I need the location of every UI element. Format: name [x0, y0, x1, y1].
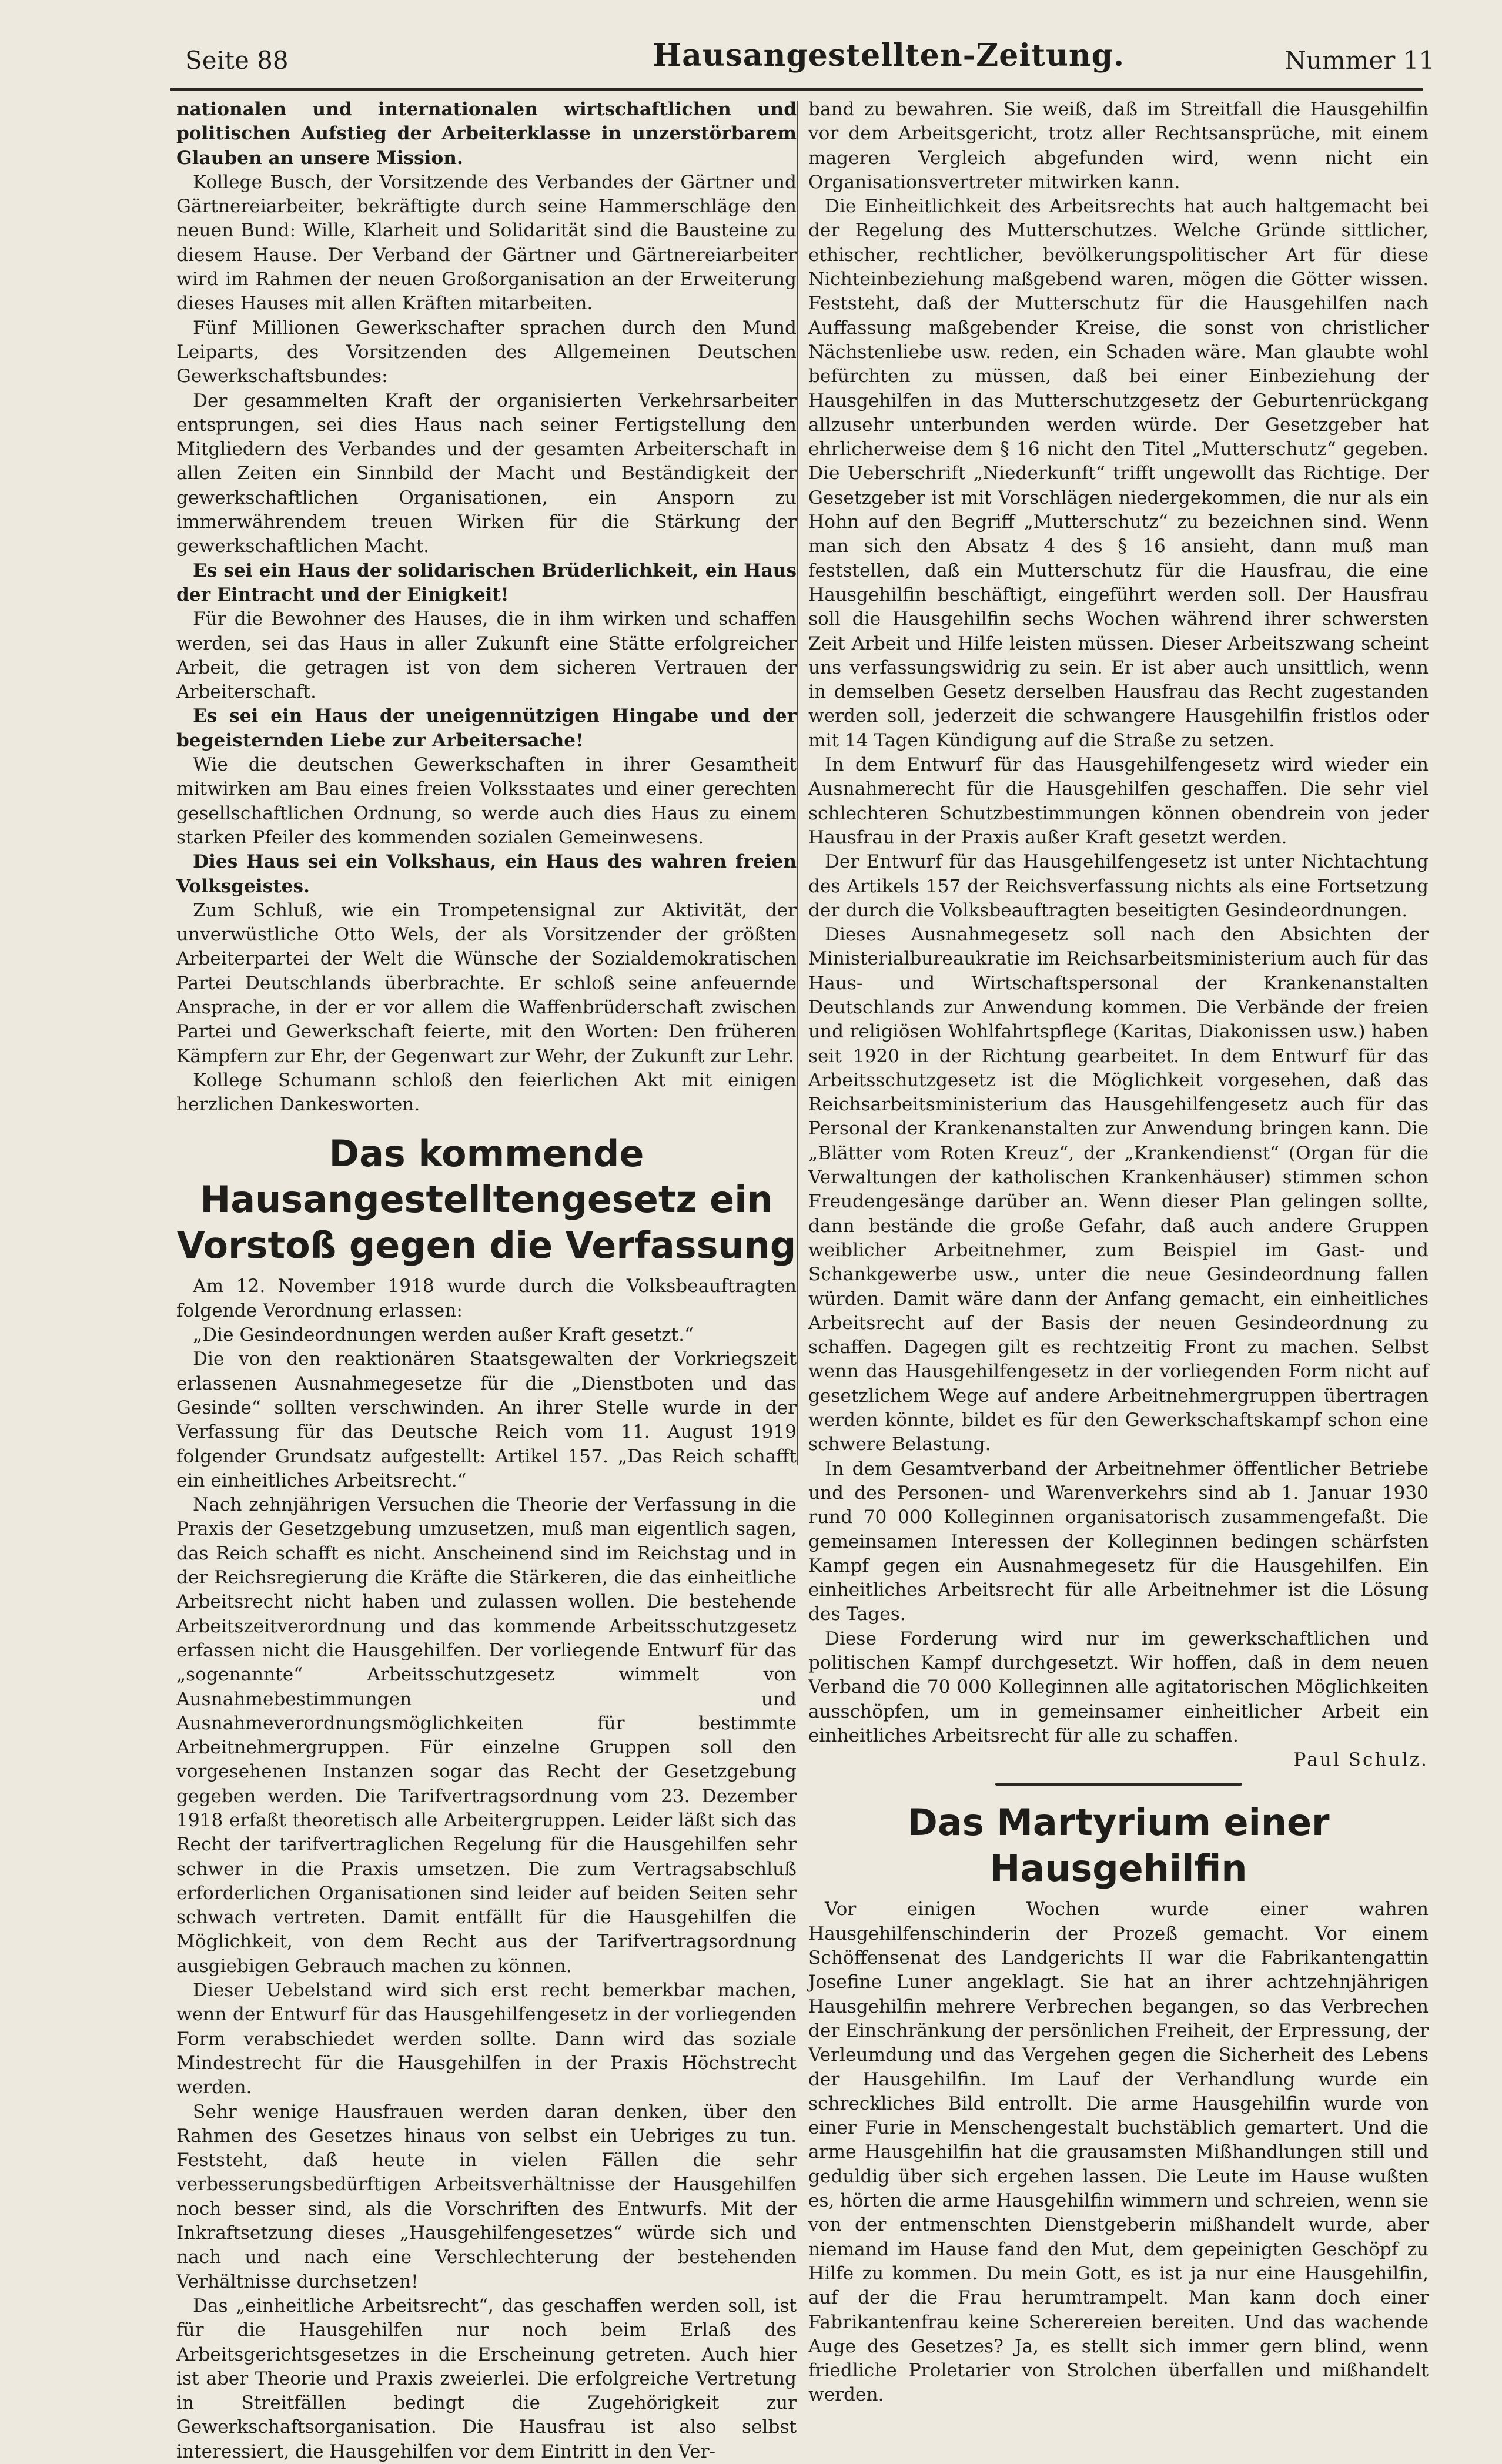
paragraph: Sehr wenige Hausfrauen werden daran denken, über den Rahmen des Gesetzes hinaus von selbst ein Uebriges zu tun. Feststeht, daß heute in vielen Fällen die sehr verbesserungsbedürftigen Arbeitsverhältnisse der Hausgehilfen noch besser sind, als die Vorschriften des Entwurfs. Mit der Inkraftsetzung dieses „Hausgehilfengesetzes“ würde sich und nach und nach eine Verschlechterung der bestehenden Verhältnisse durchsetzen! — [176, 2101, 797, 2292]
paragraph: Nach zehnjährigen Versuchen die Theorie der Verfassung in die Praxis der Gesetzgebung umzusetzen, muß man eigentlich sagen, das Reich schafft es nicht. Anscheinend sind im Reichstag und in der Reichsregierung die Kräfte die Stärkeren, die das einheitliche Arbeitsrecht nicht haben und zulassen wollen. Die bestehende Arbeitszeitverordnung und das kommende Arbeitsschutzgesetz erfassen nicht die Hausgehilfen. Der vorliegende Entwurf für das „sogenannte“ Arbeitsschutzgesetz wimmelt von Ausnahmebestimmungen und Ausnahmeverordnungsmöglichkeiten für bestimmte Arbeitnehmergruppen. Für einzelne Gruppen soll den vorgesehenen Instanzen sogar das Recht der Gesetzgebung gegeben werden. Die Tarifvertragsordnung vom 23. Dezember 1918 erfaßt theoretisch alle Arbeitergruppen. Leider läßt sich das Recht der tarifvertraglichen Regelung für die Hausgehilfen sehr schwer in die Praxis umsetzen. Die zum Vertragsabschluß erforderlichen Organisationen sind leider auf beiden Seiten sehr schwach vertreten. Damit entfällt für die Hausgehilfen die Möglichkeit, von dem Recht aus der Tarifvertragsordnung ausgiebigen Gebrauch machen zu können. — [176, 1494, 797, 1977]
article-title: Das Martyrium einer Hausgehilfin — [907, 1801, 1330, 1890]
page-number: Seite 88 — [185, 46, 289, 75]
author-signature: Paul Schulz. — [1293, 1749, 1429, 1771]
paragraph: Vor einigen Wochen wurde einer wahren Hausgehilfenschinderin der Prozeß gemacht. Vor einem Schöffensenat des Landgerichts II war die Fabrikantengattin Josefine Luner angeklagt. Sie hat an ihrer achtzehnjährigen Hausgehilfin mehrere Verbrechen begangen, so das Verbrechen der Einschränkung der persönlichen Freiheit, der Erpressung, der Verleumdung und das Vergehen gegen die Sicherheit des Lebens der Hausgehilfin. Im Lauf der Verhandlung wurde ein schreckliches Bild entrollt. Die arme Hausgehilfin wurde von einer Furie in Menschengestalt buchstäblich gemartert. Und die arme Hausgehilfin hat die grausamsten Mißhandlungen still und geduldig über sich ergehen lassen. Die Leute im Hause wußten es, hörten die arme Hausgehilfin wimmern und schreien, wenn sie von der entmenschten Dienstgeberin mißhandelt wurde, aber niemand im Hause fand den Mut, dem gepeinigten Geschöpf zu Hilfe zu kommen. Du mein Gott, es ist ja nur eine Hausgehilfin, auf der die Frau herumtrampelt. Man kann doch einer Fabrikantenfrau keine Scherereien bereiten. Und das wachende Auge des Gesetzes? Ja, es stellt sich immer gern blind, wenn friedliche Proletarier von Strolchen überfallen und mißhandelt werden. — [808, 1899, 1429, 2406]
paragraph: Zum Schluß, wie ein Trompetensignal zur Aktivität, der unverwüstliche Otto Wels, der als Vorsitzender der größten Arbeiterpartei der Welt die Wünsche der Sozialdemokratischen Partei Deutschlands überbrachte. Er schloß seine anfeuernde Ansprache, in der er vor allem die Waffenbrüderschaft zwischen Partei und Gewerkschaft feierte, mit den Worten: Den früheren Kämpfern zur Ehr, der Gegenwart zur Wehr, der Zukunft zur Lehr. — [176, 899, 797, 1067]
paragraph: Für die Bewohner des Hauses, die in ihm wirken und schaffen werden, sei das Haus in aller Zukunft eine Stätte erfolgreicher Arbeit, die getragen ist von dem sicheren Vertrauen der Arbeiterschaft. — [176, 608, 797, 703]
paragraph: Dieses Ausnahmegesetz soll nach den Absichten der Ministerialbureaukratie im Reichsarbeitsministerium auch für das Haus- und Wirtschaftspersonal der Krankenanstalten Deutschlands zur Anwendung kommen. Die Verbände der freien und religiösen Wohlfahrtspflege (Karitas, Diakonissen usw.) haben seit 1920 in der Richtung gearbeitet. In dem Entwurf für das Arbeitsschutzgesetz ist die Möglichkeit vorgesehen, daß das Reichsarbeitsministerium das Hausgehilfengesetz auch für das Personal der Krankenanstalten zur Anwendung bringen kann. Die „Blätter vom Roten Kreuz“, der „Krankendienst“ (Organ für die Verwaltungen der katholischen Krankenhäuser) stimmen schon Freudengesänge darüber an. Wenn dieser Plan gelingen sollte, dann bestände die große Gefahr, daß auch andere Gruppen weiblicher Arbeitnehmer, zum Beispiel im Gast- und Schankgewerbe usw., unter die neue Gesindeordnung fallen würden. Damit wäre dann der Anfang gemacht, ein einheitliches Arbeitsrecht auf der Basis der neuen Gesindeordnung zu schaffen. Dagegen gilt es rechtzeitig Front zu machen. Selbst wenn das Hausgehilfengesetz in der vorliegenden Form nicht auf gesetzlichem Wege auf andere Arbeitnehmergruppen übertragen werden könnte, bildet es für den Gewerkschaftskampf schon eine schwere Belastung. — [808, 924, 1429, 1455]
paragraph: Diese Forderung wird nur im gewerkschaftlichen und politischen Kampf durchgesetzt. Wir hoffen, daß in dem neuen Verband die 70 000 Kolleginnen alle agitatorischen Möglichkeiten ausschöpfen, um in gemeinsamer einheitlicher Arbeit ein einheitliches Arbeitsrecht für alle zu schaffen. — [808, 1628, 1429, 1746]
paragraph: Am 12. November 1918 wurde durch die Volksbeauftragten folgende Verordnung erlassen: — [176, 1275, 797, 1321]
column-divider — [797, 101, 798, 1465]
right-column — [808, 98, 1429, 2408]
paragraph: In dem Entwurf für das Hausgehilfengesetz wird wieder ein Ausnahmerecht für die Hausgehilfen geschaffen. Die sehr viel schlechteren Schutzbestimmungen können obendrein von jeder Hausfrau in der Praxis außer Kraft gesetzt werden. — [808, 754, 1429, 848]
article-separator — [995, 1783, 1242, 1786]
header-rule — [170, 88, 1423, 91]
paragraph: Fünf Millionen Gewerkschafter sprachen durch den Mund Leiparts, des Vorsitzenden des Allgemeinen Deutschen Gewerkschaftsbundes: — [176, 317, 797, 387]
paragraph: In dem Gesamtverband der Arbeitnehmer öffentlicher Betriebe und des Personen- und Warenverkehrs sind ab 1. Januar 1930 rund 70 000 Kolleginnen organisatorisch zusammengefaßt. Die gemeinsamen Interessen der Kolleginnen bedingen schärfsten Kampf gegen ein Ausnahmegesetz für die Hausgehilfen. Ein einheitliches Arbeitsrecht für alle Arbeitnehmer ist die Lösung des Tages. — [808, 1458, 1429, 1625]
paragraph: Es sei ein Haus der uneigennützigen Hingabe und der begeisternden Liebe zur Arbeitersache! — [176, 705, 797, 751]
paragraph: Es sei ein Haus der solidarischen Brüderlichkeit, ein Haus der Eintracht und der Einigkeit! — [176, 560, 797, 605]
paragraph: Das „einheitliche Arbeitsrecht“, das geschaffen werden soll, ist für die Hausgehilfen nur noch beim Erlaß des Arbeitsgerichtsgesetzes in die Erscheinung getreten. Auch hier ist aber Theorie und Praxis zweierlei. Die erfolgreiche Vertretung in Streitfällen bedingt die Zugehörigkeit zur Gewerkschaftsorganisation. Die Hausfrau ist also selbst interessiert, die Hausgehilfen vor dem Eintritt in den Ver- — [176, 2295, 797, 2462]
article-title: Das kommende Hausangestelltengesetz ein Vorstoß gegen die Verfassung — [176, 1132, 797, 1267]
paragraph: Dies Haus sei ein Volkshaus, ein Haus des wahren freien Volksgeistes. — [176, 851, 797, 897]
paragraph: nationalen und internationalen wirtschaftlichen und politischen Aufstieg der Arbeiterklasse in unzerstörbarem Glauben an unsere Mission. — [176, 99, 797, 169]
paragraph: Kollege Schumann schloß den feierlichen Akt mit einigen herzlichen Dankesworten. — [176, 1069, 797, 1116]
paragraph: Kollege Busch, der Vorsitzende des Verbandes der Gärtner und Gärtnereiarbeiter, bekräftigte durch seine Hammerschläge den neuen Bund: Wille, Klarheit und Solidarität sind die Bausteine zu diesem Hause. Der Verband der Gärtner und Gärtnereiarbeiter wird im Rahmen der neuen Großorganisation an der Erweiterung dieses Hauses mit allen Kräften mitarbeiten. — [176, 171, 797, 314]
paragraph: Der Entwurf für das Hausgehilfengesetz ist unter Nichtachtung des Artikels 157 der Reichsverfassung nichts als eine Fortsetzung der durch die Volksbeauftragten beseitigten Gesindeordnungen. — [808, 851, 1429, 921]
paragraph: Die von den reaktionären Staatsgewalten der Vorkriegszeit erlassenen Ausnahmegesetze für die „Dienstboten und das Gesinde“ sollten verschwinden. An ihrer Stelle wurde in der Verfassung für das Deutsche Reich vom 11. August 1919 folgender Grundsatz aufgestellt: Artikel 157. „Das Reich schafft ein einheitliches Arbeitsrecht.“ — [176, 1348, 797, 1491]
paragraph: Der gesammelten Kraft der organisierten Verkehrsarbeiter entsprungen, sei dies Haus nach seiner Fertigstellung den Mitgliedern des Verbandes und der gesamten Arbeiterschaft in allen Zeiten ein Sinnbild der Macht und Beständigkeit der gewerkschaftlichen Organisationen, ein Ansporn zu immerwährendem treuen Wirken für die Stärkung der gewerkschaftlichen Macht. — [176, 390, 797, 557]
newspaper-title: Hausangestellten-Zeitung. — [653, 38, 1125, 73]
paragraph: Wie die deutschen Gewerkschaften in ihrer Gesamtheit mitwirken am Bau eines freien Volksstaates und einer gerechten gesellschaftlichen Ordnung, so werde auch dies Haus zu einem starken Pfeiler des kommenden sozialen Gemeinwesens. — [176, 754, 797, 848]
paragraph: band zu bewahren. Sie weiß, daß im Streitfall die Hausgehilfin vor dem Arbeitsgericht, trotz aller Rechtsansprüche, mit einem mageren Vergleich abgefunden wird, wenn nicht ein Organisationsvertreter mitwirken kann. — [808, 99, 1429, 193]
page-header — [0, 35, 1502, 100]
issue-number: Nummer 11 — [1284, 46, 1435, 75]
left-column — [176, 98, 797, 2464]
paragraph: „Die Gesindeordnungen werden außer Kraft gesetzt.“ — [193, 1324, 694, 1346]
paragraph: Die Einheitlichkeit des Arbeitsrechts hat auch haltgemacht bei der Regelung des Mutterschutzes. Welche Gründe sittlicher, ethischer, rechtlicher, bevölkerungspolitischer Art für diese Nichteinbeziehung maßgebend waren, mögen die Götter wissen. Feststeht, daß der Mutterschutz für die Hausgehilfen nach Auffassung maßgebender Kreise, die sonst von christlicher Nächstenliebe usw. reden, ein Schaden wäre. Man glaubte wohl befürchten zu müssen, daß bei einer Einbeziehung der Hausgehilfen in das Mutterschutzgesetz der Geburtenrückgang allzusehr unterbunden werden würde. Der Gesetzgeber hat ehrlicherweise dem § 16 nicht den Titel „Mutterschutz“ gegeben. Die Ueberschrift „Niederkunft“ trifft ungewollt das Richtige. Der Gesetzgeber ist mit Vorschlägen niedergekommen, die nur als ein Hohn auf den Begriff „Mutterschutz“ zu bezeichnen sind. Wenn man sich den Absatz 4 des § 16 ansieht, dann muß man feststellen, daß ein Mutterschutz für die Hausfrau, die eine Hausgehilfin beschäftigt, eingeführt werden soll. Der Hausfrau soll die Hausgehilfin sechs Wochen während ihrer schwersten Zeit Arbeit und Hilfe leisten müssen. Dieser Arbeitszwang scheint uns verfassungswidrig zu sein. Er ist aber auch unsittlich, wenn in demselben Gesetz derselben Hausfrau das Recht zugestanden werden soll, jederzeit die schwangere Hausgehilfin fristlos oder mit 14 Tagen Kündigung auf die Straße zu setzen. — [808, 196, 1429, 751]
paragraph: Dieser Uebelstand wird sich erst recht bemerkbar machen, wenn der Entwurf für das Hausgehilfengesetz in der vorliegenden Form verabschiedet werden sollte. Dann wird das soziale Mindestrecht für die Hausgehilfen in der Praxis Höchstrecht werden. — [176, 1980, 797, 2098]
